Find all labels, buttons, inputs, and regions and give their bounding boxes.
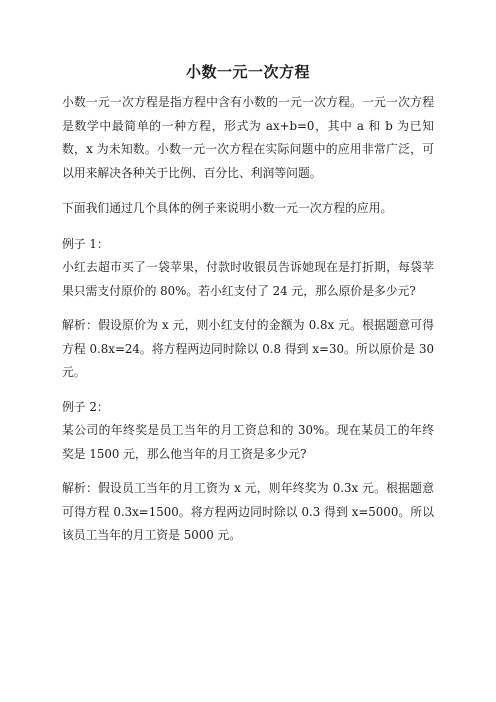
example-2-heading: 例子 2： bbox=[62, 399, 109, 414]
intro-paragraph: 小数一元一次方程是指方程中含有小数的一元一次方程。一元一次方程是数学中最简单的一种方程，形式为 ax+b=0，其中 a 和 b 为已知数，x 为未知数。小数一元一次方程在实际问题中的应用非常广泛，可以用来解决各种关于比例、百分比、利润等问题。 bbox=[62, 95, 434, 180]
lead-paragraph: 下面我们通过几个具体的例子来说明小数一元一次方程的应用。 bbox=[62, 201, 393, 215]
example-2-solution: 解析：假设员工当年的月工资为 x 元，则年终奖为 0.3x 元。根据题意可得方程 0.3x=1500。将方程两边同时除以 0.3 得到 x=5000。所以该员工当年的月工资是 5000 元。 bbox=[62, 481, 434, 542]
document-title: 小数一元一次方程 bbox=[185, 63, 310, 81]
example-1-heading: 例子 1： bbox=[62, 236, 109, 251]
example-1-solution: 解析：假设原价为 x 元，则小红支付的金额为 0.8x 元。根据题意可得方程 0.8x=24。将方程两边同时除以 0.8 得到 x=30。所以原价是 30 元。 bbox=[62, 318, 434, 379]
example-2-problem: 某公司的年终奖是员工当年的月工资总和的 30%。现在某员工的年终奖是 1500 元，那么他当年的月工资是多少元? bbox=[62, 423, 434, 461]
example-1-problem: 小红去超市买了一袋苹果，付款时收银员告诉她现在是打折期，每袋苹果只需支付原价的 80%。若小红支付了 24 元，那么原价是多少元? bbox=[62, 260, 434, 298]
document-body bbox=[62, 91, 434, 548]
